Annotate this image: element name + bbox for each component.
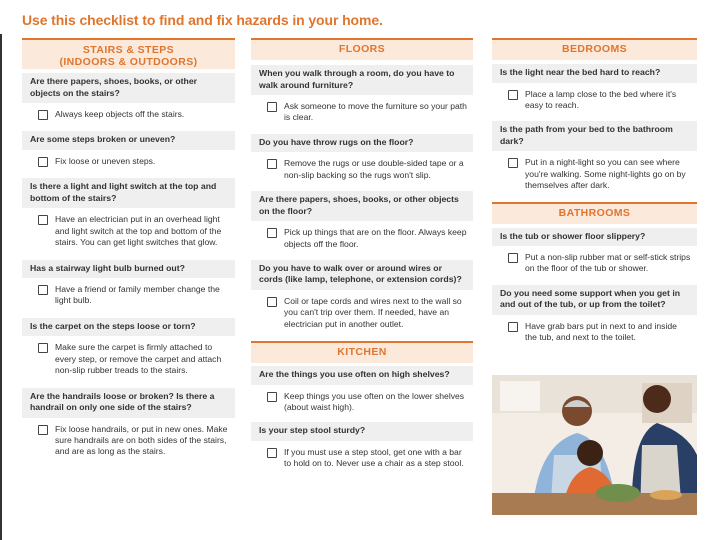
stairs-action-text: Have a friend or family member change the light bulb.	[55, 284, 220, 306]
kitchen-section-header: KITCHEN	[251, 341, 473, 363]
bathrooms-section-header: BATHROOMS	[492, 202, 697, 224]
bathrooms-checklist-item	[492, 246, 697, 281]
family-photo-illustration	[492, 375, 697, 515]
stairs-column	[22, 38, 235, 464]
stairs-checklist-item	[22, 278, 235, 313]
floors-checklist-item	[251, 290, 473, 336]
checkbox[interactable]	[38, 110, 48, 120]
checkbox[interactable]	[508, 158, 518, 168]
floors-action-text: Remove the rugs or use double-sided tape or a non-slip backing so the rugs won't slip.	[284, 158, 464, 180]
stairs-action-text: Fix loose or uneven steps.	[55, 155, 156, 166]
checkbox[interactable]	[508, 253, 518, 263]
stairs-checklist-item	[22, 208, 235, 254]
checkbox[interactable]	[267, 392, 277, 402]
page-heading: Use this checklist to find and fix hazards in your home.	[22, 12, 383, 28]
checkbox[interactable]	[38, 215, 48, 225]
kitchen-action-text: If you must use a step stool, get one with a bar to hold on to. Never use a chair as a step stool.	[284, 446, 464, 469]
stairs-checklist-item	[22, 336, 235, 382]
bedrooms-section-header: BEDROOMS	[492, 38, 697, 60]
stairs-action-text: Always keep objects off the stairs.	[55, 109, 185, 119]
bathrooms-question: Is the tub or shower floor slippery?	[492, 228, 697, 247]
stairs-action-text: Have an electrician put in an overhead light and light switch at the top and bottom of the stairs. You can get light switches that glow.	[55, 214, 222, 248]
kitchen-checklist-item	[251, 385, 473, 420]
bedrooms-question: Is the light near the bed hard to reach?	[492, 64, 697, 83]
floors-question: Are there papers, shoes, books, or other objects on the floor?	[251, 191, 473, 221]
checkbox[interactable]	[267, 228, 277, 238]
floors-checklist-item	[251, 152, 473, 187]
floors-action-text: Coil or tape cords and wires next to the wall so you can't trip over them. If needed, have an electrician put in another outlet.	[284, 295, 462, 329]
floors-section-header: FLOORS	[251, 38, 473, 60]
bathrooms-question: Do you need some support when you get in and out of the tub, or up from the toilet?	[492, 285, 697, 315]
family-kitchen-photo	[492, 375, 697, 515]
checkbox[interactable]	[508, 90, 518, 100]
stairs-question: Are there papers, shoes, books, or other objects on the stairs?	[22, 73, 235, 103]
kitchen-question: Are the things you use often on high shelves?	[251, 366, 473, 385]
bathrooms-action-text: Have grab bars put in next to and inside the tub, and next to the toilet.	[525, 320, 677, 343]
stairs-checklist-item	[22, 418, 235, 464]
kitchen-checklist-item	[251, 441, 473, 476]
bathrooms-checklist-item	[492, 315, 697, 350]
stairs-checklist-item	[22, 150, 235, 173]
bedrooms-question: Is the path from your bed to the bathroom dark?	[492, 121, 697, 151]
bedrooms-checklist-item	[492, 83, 697, 118]
bathrooms-action-text: Put a non-slip rubber mat or self-stick strips on the floor of the tub or shower.	[525, 252, 691, 274]
bedrooms-action-text: Place a lamp close to the bed where it's easy to reach.	[525, 88, 677, 110]
kitchen-action-text: Keep things you use often on the lower shelves (about waist high).	[284, 390, 465, 413]
kitchen-question: Is your step stool sturdy?	[251, 422, 473, 441]
floors-checklist-item	[251, 221, 473, 256]
stairs-action-text: Make sure the carpet is firmly attached to every step, or remove the carpet and attach non-slip rubber treads to the stairs.	[55, 342, 222, 376]
floors-action-text: Pick up things that are on the floor. Always keep objects off the floor.	[284, 227, 467, 249]
bedrooms-column	[492, 38, 697, 350]
stairs-question: Is there a light and light switch at the top and bottom of the stairs?	[22, 178, 235, 208]
checkbox[interactable]	[267, 102, 277, 112]
left-frame-line	[0, 34, 2, 540]
stairs-question: Are some steps broken or uneven?	[22, 131, 235, 150]
checkbox[interactable]	[267, 297, 277, 307]
floors-checklist-item	[251, 95, 473, 130]
stairs-action-text: Fix loose handrails, or put in new ones. Make sure handrails are on both sides of the stairs, and are as long as the stairs.	[55, 423, 228, 457]
floors-question: Do you have throw rugs on the floor?	[251, 134, 473, 153]
stairs-title-line1: STAIRS & STEPS	[82, 44, 175, 56]
checkbox[interactable]	[38, 157, 48, 167]
stairs-section-header	[22, 38, 235, 69]
checkbox[interactable]	[267, 448, 277, 458]
stairs-question: Are the handrails loose or broken? Is there a handrail on only one side of the stairs?	[22, 388, 235, 418]
stairs-question: Has a stairway light bulb burned out?	[22, 260, 235, 279]
checkbox[interactable]	[38, 425, 48, 435]
floors-column	[251, 38, 473, 476]
bedrooms-action-text: Put in a night-light so you can see where you're walking. Some night-lights go on by themselves after dark.	[525, 157, 686, 191]
stairs-checklist-item	[22, 103, 235, 126]
floors-question: When you walk through a room, do you have to walk around furniture?	[251, 65, 473, 95]
stairs-title-line2: (INDOORS & OUTDOORS)	[59, 56, 198, 68]
bedrooms-checklist-item	[492, 151, 697, 197]
checkbox[interactable]	[38, 285, 48, 295]
checkbox[interactable]	[508, 322, 518, 332]
stairs-question: Is the carpet on the steps loose or torn?	[22, 318, 235, 337]
checkbox[interactable]	[267, 159, 277, 169]
floors-action-text: Ask someone to move the furniture so your path is clear.	[284, 101, 467, 123]
floors-question: Do you have to walk over or around wires or cords (like lamp, telephone, or extension cords)?	[251, 260, 473, 290]
checkbox[interactable]	[38, 343, 48, 353]
